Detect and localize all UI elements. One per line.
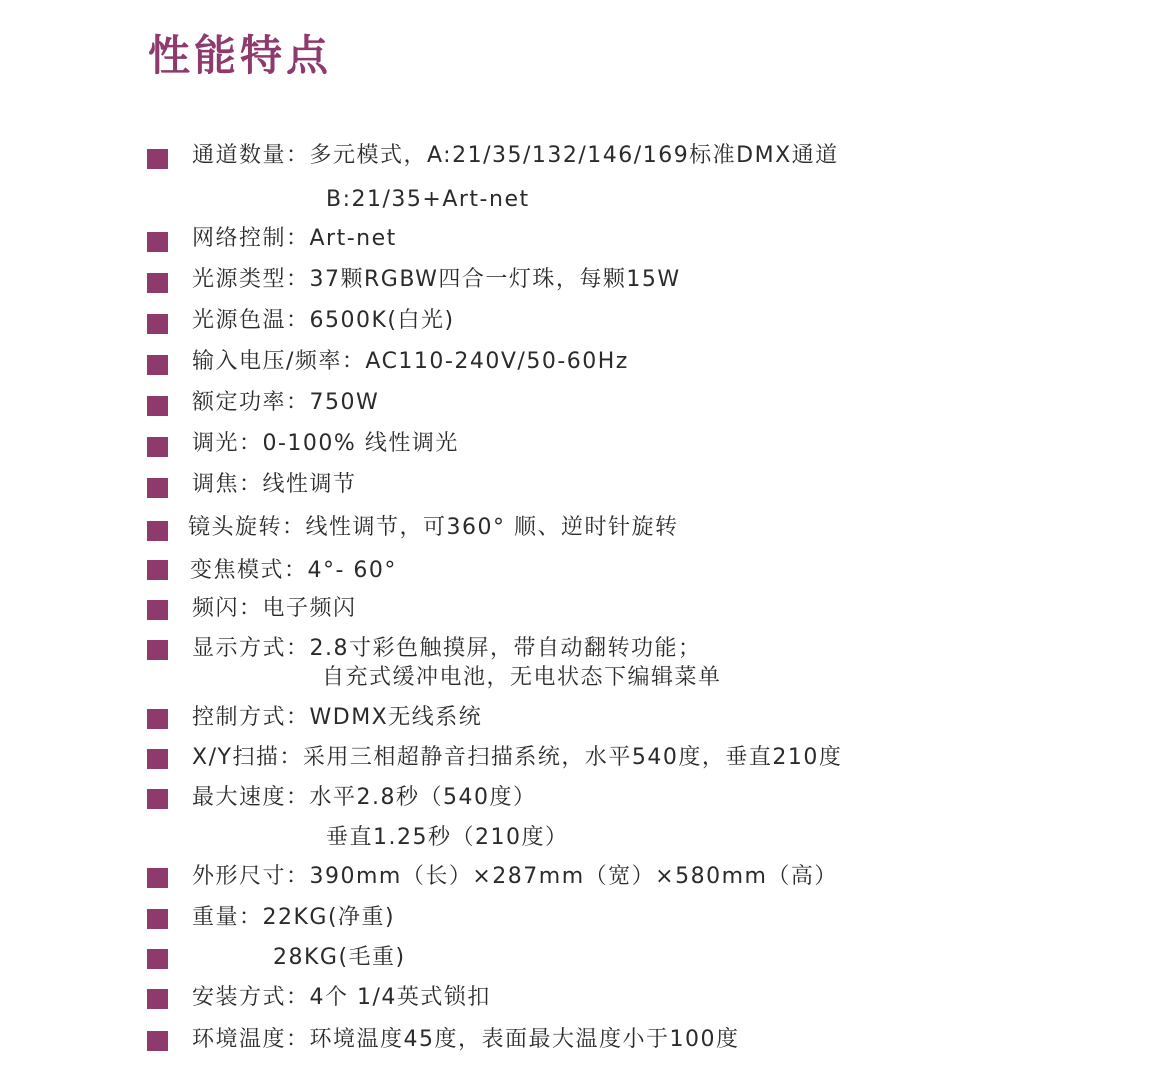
square-bullet-icon [147,478,168,498]
spec-text: 光源类型：37颗RGBW四合一灯珠，每颗15W [192,267,681,292]
spec-text: B:21/35+Art-net [326,187,530,212]
spec-text: 调光：0-100% 线性调光 [192,431,459,456]
square-bullet-icon [147,314,168,334]
spec-text: 安装方式：4个 1/4英式锁扣 [192,985,491,1010]
spec-text: 外形尺寸：390mm（长）×287mm（宽）×580mm（高） [192,864,838,889]
square-bullet-icon [147,149,168,169]
square-bullet-icon [147,273,168,293]
spec-text: 28KG(毛重) [273,945,406,970]
square-bullet-icon [147,521,168,541]
square-bullet-icon [147,560,168,580]
spec-text: 频闪：电子频闪 [192,596,357,621]
spec-text: 控制方式：WDMX无线系统 [192,705,483,730]
square-bullet-icon [147,789,168,809]
spec-text: 调焦：线性调节 [192,472,357,497]
square-bullet-icon [147,949,168,969]
square-bullet-icon [147,909,168,929]
spec-text: 最大速度：水平2.8秒（540度） [192,785,537,810]
spec-text: 光源色温：6500K(白光) [192,308,455,333]
spec-text: 垂直1.25秒（210度） [326,825,569,850]
spec-text: 通道数量：多元模式，A:21/35/132/146/169标准DMX通道 [192,143,839,168]
spec-text: 网络控制：Art-net [192,226,397,251]
square-bullet-icon [147,355,168,375]
spec-text: X/Y扫描：采用三相超静音扫描系统，水平540度，垂直210度 [192,745,843,770]
spec-text: 显示方式：2.8寸彩色触摸屏，带自动翻转功能； [192,636,702,661]
square-bullet-icon [147,396,168,416]
spec-text: 环境温度：环境温度45度，表面最大温度小于100度 [192,1027,740,1052]
spec-text: 额定功率：750W [192,390,380,415]
spec-text: 输入电压/频率：AC110-240V/50-60Hz [192,349,629,374]
spec-text: 自充式缓冲电池，无电状态下编辑菜单 [322,665,722,690]
square-bullet-icon [147,640,168,660]
square-bullet-icon [147,989,168,1009]
spec-text: 镜头旋转：线性调节，可360° 顺、逆时针旋转 [188,515,679,540]
square-bullet-icon [147,600,168,620]
spec-text: 变焦模式：4°- 60° [190,558,397,583]
square-bullet-icon [147,749,168,769]
square-bullet-icon [147,437,168,457]
square-bullet-icon [147,1031,168,1051]
square-bullet-icon [147,709,168,729]
spec-text: 重量：22KG(净重) [192,905,396,930]
square-bullet-icon [147,232,168,252]
square-bullet-icon [147,868,168,888]
page-title: 性能特点 [148,31,333,80]
